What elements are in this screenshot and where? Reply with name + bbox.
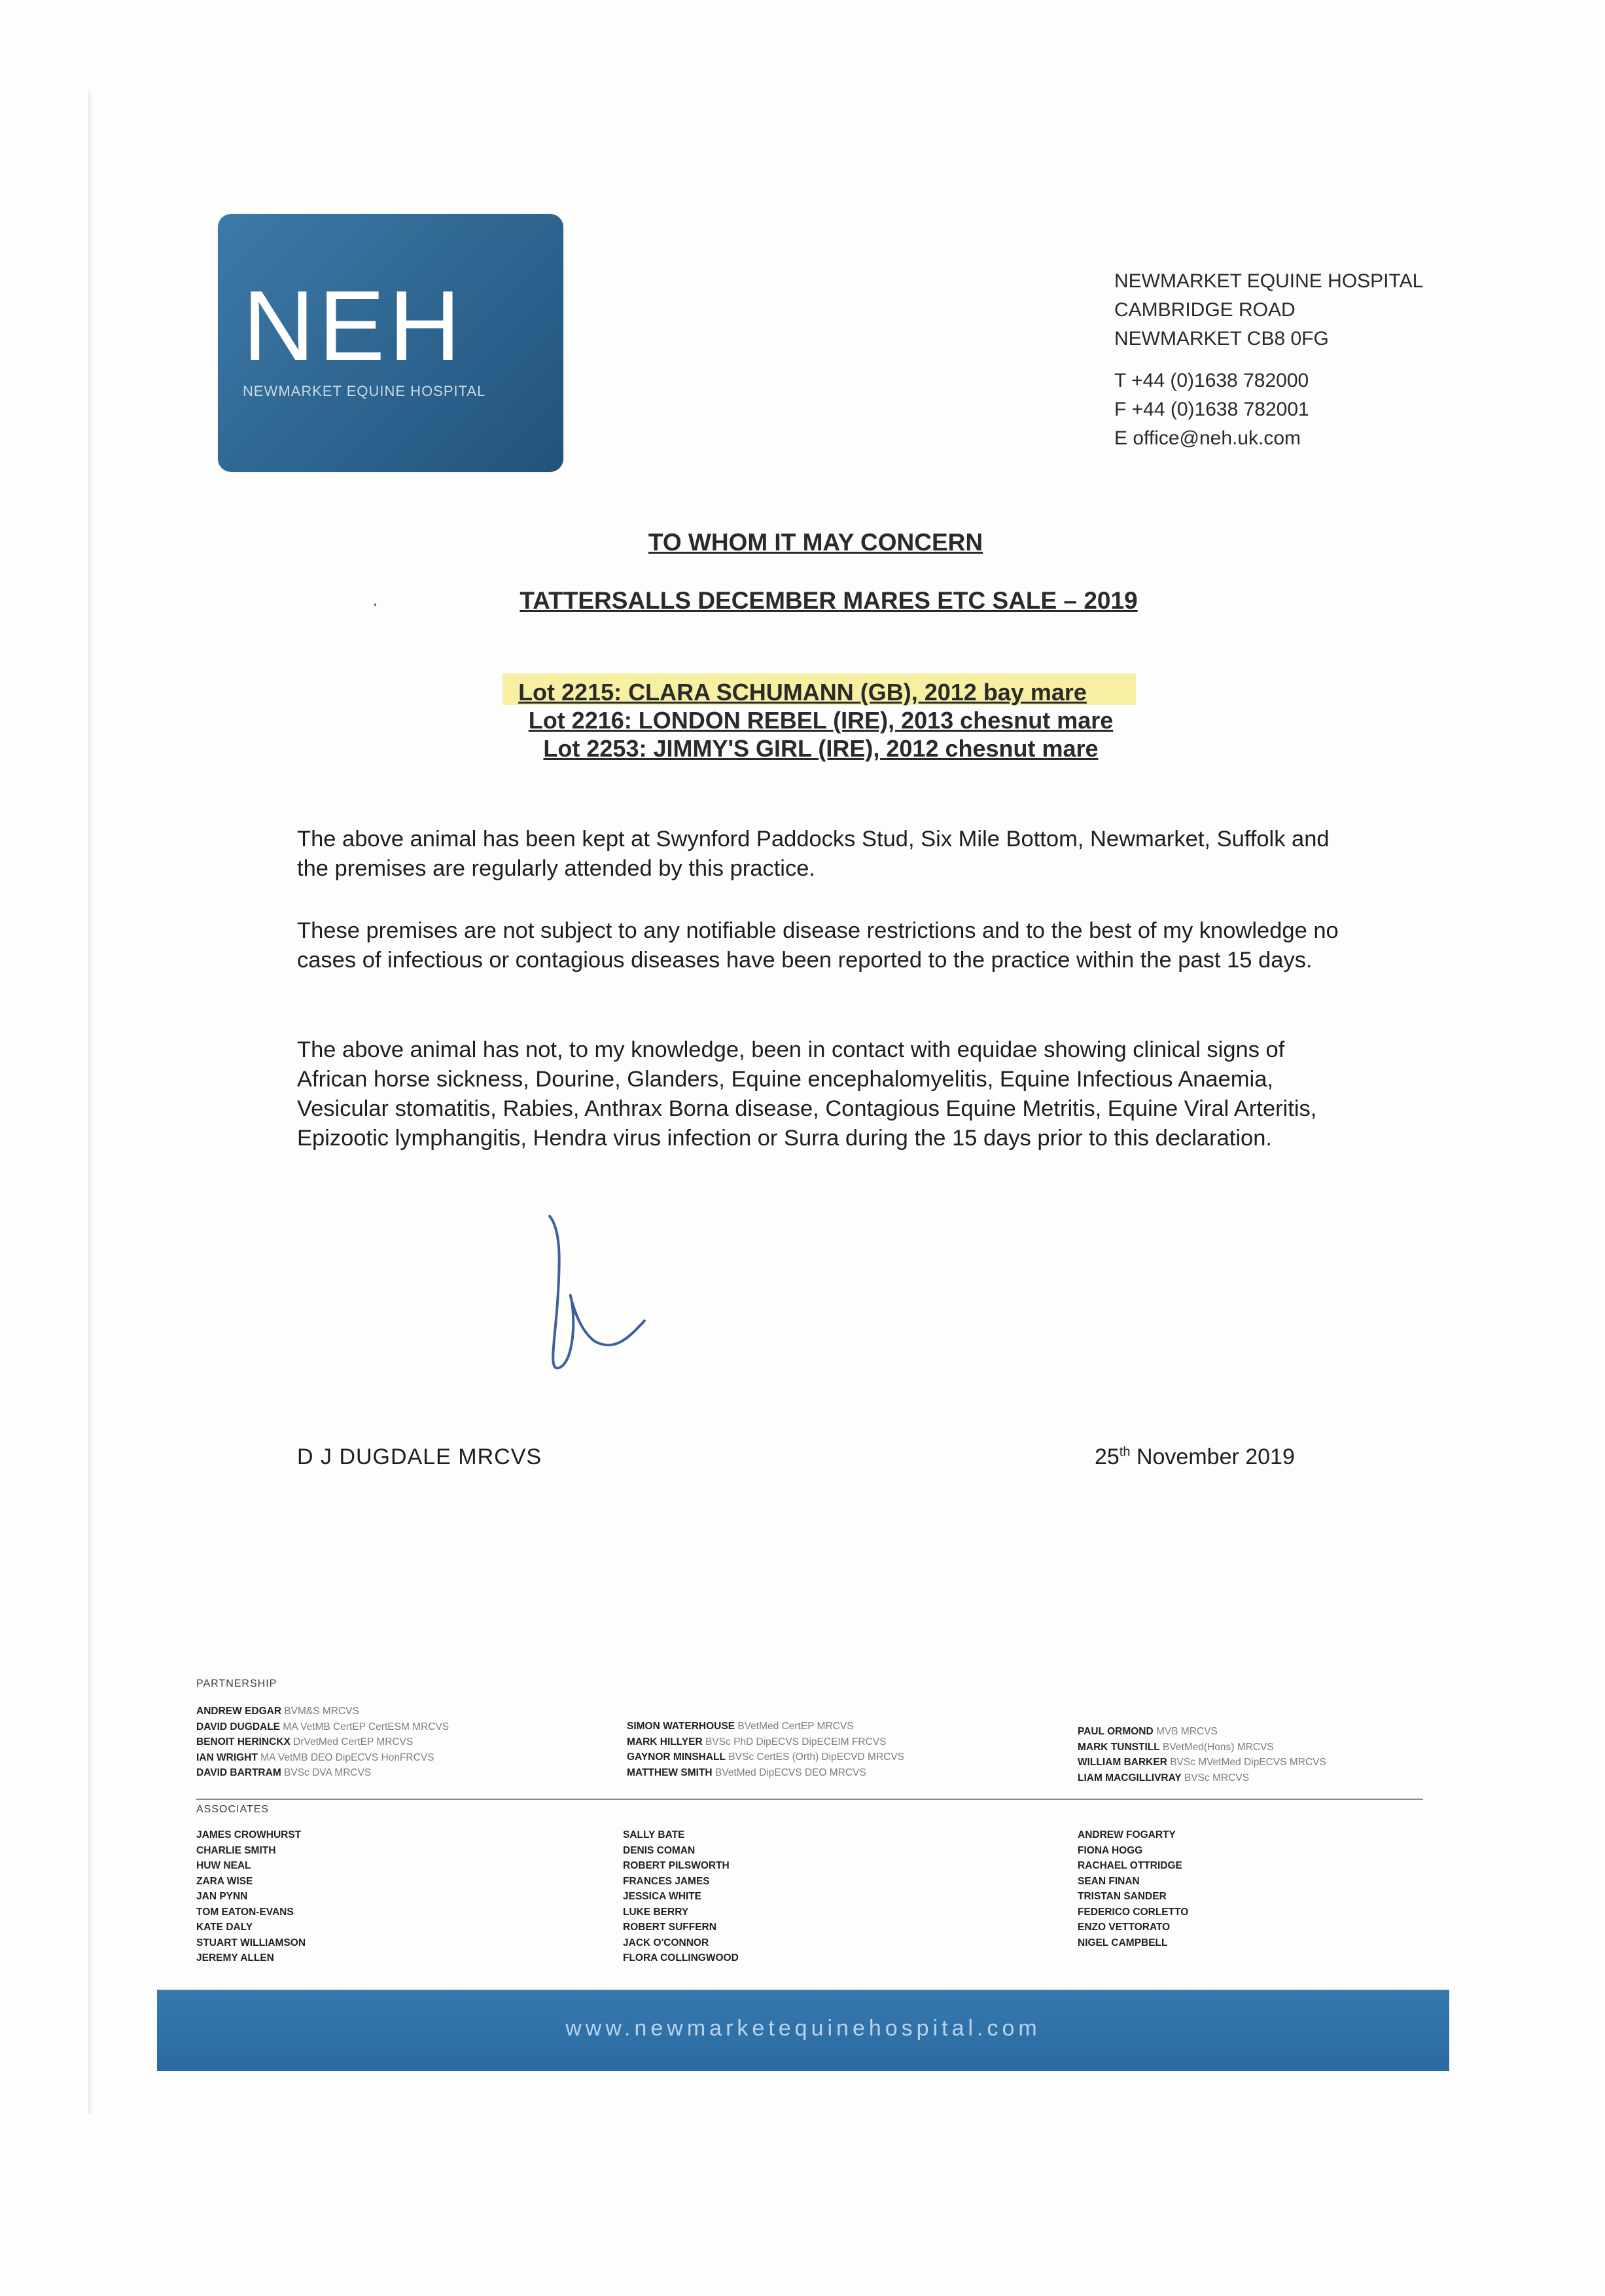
date-day: 25 (1095, 1444, 1120, 1469)
associate-name: JESSICA WHITE (623, 1891, 701, 1902)
partner-name: SIMON WATERHOUSE (627, 1721, 735, 1732)
section-divider (196, 1799, 1423, 1800)
associate-name: ANDREW FOGARTY (1078, 1829, 1176, 1840)
partner-entry (1078, 1740, 1326, 1755)
associate-name: LUKE BERRY (623, 1906, 689, 1918)
letter-date (1095, 1444, 1295, 1470)
partner-entry (196, 1750, 449, 1766)
associate-name: FRANCES JAMES (623, 1875, 710, 1887)
fax: F +44 (0)1638 782001 (1114, 399, 1309, 420)
partner-name: GAYNOR MINSHALL (627, 1751, 726, 1763)
associate-name: ZARA WISE (196, 1875, 253, 1887)
associate-name: NIGEL CAMPBELL (1078, 1937, 1168, 1948)
associate-entry (623, 1935, 739, 1951)
partner-qualifications: DrVetMed CertEP MRCVS (290, 1736, 414, 1748)
email: E office@neh.uk.com (1114, 427, 1301, 449)
associate-name: SEAN FINAN (1078, 1875, 1140, 1887)
associate-name: DENIS COMAN (623, 1844, 696, 1856)
address-line-3: NEWMARKET CB8 0FG (1114, 328, 1329, 350)
partner-name: DAVID DUGDALE (196, 1721, 281, 1732)
associate-entry (623, 1889, 739, 1905)
partnership-title: PARTNERSHIP (196, 1678, 277, 1689)
partner-name: PAUL ORMOND (1078, 1726, 1154, 1737)
associate-name: FEDERICO CORLETTO (1078, 1906, 1189, 1918)
partnership-column-3 (1078, 1724, 1326, 1785)
associate-name: TOM EATON-EVANS (196, 1906, 294, 1918)
associate-entry (1078, 1827, 1188, 1843)
associate-entry (623, 1827, 739, 1843)
associate-name: ROBERT SUFFERN (623, 1922, 716, 1933)
signatory-name: D J DUGDALE MRCVS (297, 1444, 542, 1469)
partner-name: MARK HILLYER (627, 1736, 703, 1748)
partner-qualifications: BVSc CertES (Orth) DipECVD MRCVS (726, 1751, 905, 1763)
associate-name: KATE DALY (196, 1922, 253, 1933)
partner-entry (196, 1719, 449, 1735)
associate-entry (623, 1920, 739, 1935)
partner-entry (1078, 1770, 1326, 1786)
partner-name: LIAM MACGILLIVRAY (1078, 1772, 1182, 1784)
partner-name: BENOIT HERINCKX (196, 1736, 291, 1748)
partner-name: IAN WRIGHT (196, 1751, 258, 1763)
associate-name: STUART WILLIAMSON (196, 1937, 306, 1948)
heading-to-whom: TO WHOM IT MAY CONCERN (648, 529, 983, 556)
partner-qualifications: MA VetMB CertEP CertESM MRCVS (280, 1721, 450, 1732)
associate-entry (196, 1920, 306, 1935)
partner-qualifications: BVSc MRCVS (1181, 1772, 1250, 1784)
date-suffix: th (1119, 1444, 1131, 1460)
partner-qualifications: BVSc MVetMed DipECVS MRCVS (1167, 1757, 1326, 1768)
associate-entry (196, 1858, 306, 1874)
associate-name: JACK O'CONNOR (623, 1937, 709, 1948)
partner-entry (1078, 1724, 1326, 1740)
associate-entry (1078, 1858, 1188, 1874)
partner-entry (627, 1719, 904, 1734)
associate-entry (196, 1827, 306, 1843)
associate-name: ENZO VETTORATO (1078, 1922, 1171, 1933)
phone: T +44 (0)1638 782000 (1114, 370, 1309, 391)
logo-letters: NEH (243, 270, 465, 382)
partner-entry (196, 1734, 449, 1750)
associate-name: CHARLIE SMITH (196, 1844, 276, 1856)
address-line-1: NEWMARKET EQUINE HOSPITAL (1114, 270, 1424, 292)
paragraph-contact: The above animal has not, to my knowledge, been in contact with equidae showing clinical signs of African horse sickness, Dourine, Glanders, Equine encephalomyelitis, Equine Infectious Anaemia, Vesicular stomatitis, Rabies, Anthrax Borna disease, Contagious Equine Metritis, Equine Viral Arteritis, Epizootic lymphangitis, Hendra virus infection or Surra during the 15 days prior to this declaration. (297, 1037, 1317, 1151)
partner-qualifications: MVB MRCVS (1153, 1726, 1218, 1737)
associate-entry (623, 1843, 739, 1859)
signature (530, 1211, 674, 1381)
partner-name: ANDREW EDGAR (196, 1706, 282, 1717)
lot-line-2: Lot 2216: LONDON REBEL (IRE), 2013 chesnut mare (528, 707, 1114, 734)
partner-entry (627, 1734, 904, 1750)
partnership-column-2 (627, 1719, 904, 1780)
logo-subtitle: NEWMARKET EQUINE HOSPITAL (243, 383, 486, 399)
associate-name: JAMES CROWHURST (196, 1829, 302, 1840)
associate-entry (196, 1874, 306, 1890)
date-rest: November 2019 (1130, 1444, 1295, 1469)
associate-entry (196, 1843, 306, 1859)
associate-name: ROBERT PILSWORTH (623, 1860, 730, 1871)
lot-line-3: Lot 2253: JIMMY'S GIRL (IRE), 2012 chesnut mare (543, 735, 1099, 762)
associate-name: SALLY BATE (623, 1829, 685, 1840)
page-edge-shadow (88, 92, 92, 2114)
associates-column-1 (196, 1827, 306, 1966)
neh-logo (218, 214, 563, 472)
associate-entry (623, 1950, 739, 1966)
associate-entry (1078, 1905, 1188, 1920)
partner-qualifications: BVSc PhD DipECVS DipECEIM FRCVS (702, 1736, 887, 1748)
associate-entry (1078, 1935, 1188, 1951)
partner-qualifications: BVSc DVA MRCVS (281, 1767, 372, 1778)
partner-entry (196, 1765, 449, 1781)
associates-column-3 (1078, 1827, 1188, 1950)
partner-qualifications: BVetMed DipECVS DEO MRCVS (712, 1767, 866, 1778)
address-line-2: CAMBRIDGE ROAD (1114, 299, 1296, 321)
associate-name: JEREMY ALLEN (196, 1952, 274, 1964)
partner-qualifications: BVetMed CertEP MRCVS (735, 1721, 854, 1732)
associates-title: ASSOCIATES (196, 1804, 270, 1815)
partner-name: MARK TUNSTILL (1078, 1741, 1160, 1753)
address-block (1114, 267, 1423, 453)
partner-qualifications: MA VetMB DEO DipECVS HonFRCVS (257, 1751, 434, 1763)
partner-name: MATTHEW SMITH (627, 1767, 713, 1778)
associate-entry (196, 1905, 306, 1920)
heading-sale: TATTERSALLS DECEMBER MARES ETC SALE – 2019 (520, 587, 1138, 614)
footer-website[interactable]: www.newmarketequinehospital.com (565, 2016, 1041, 2041)
associate-entry (623, 1858, 739, 1874)
footer-bar (157, 1990, 1449, 2071)
associate-entry (1078, 1874, 1188, 1890)
partnership-column-1 (196, 1704, 449, 1781)
associate-entry (623, 1905, 739, 1920)
partner-qualifications: BVM&S MRCVS (281, 1706, 359, 1717)
associate-entry (1078, 1889, 1188, 1905)
associate-entry (196, 1935, 306, 1951)
associate-name: HUW NEAL (196, 1860, 251, 1871)
associates-column-2 (623, 1827, 739, 1966)
associate-name: JAN PYNN (196, 1891, 248, 1902)
partner-name: WILLIAM BARKER (1078, 1757, 1167, 1768)
partner-entry (1078, 1755, 1326, 1770)
partner-entry (627, 1765, 904, 1781)
associate-entry (623, 1874, 739, 1890)
associate-entry (196, 1889, 306, 1905)
associate-name: RACHAEL OTTRIDGE (1078, 1860, 1182, 1871)
partner-entry (627, 1749, 904, 1765)
lot-line-1: Lot 2215: CLARA SCHUMANN (GB), 2012 bay mare (518, 679, 1087, 706)
partner-qualifications: BVetMed(Hons) MRCVS (1159, 1741, 1274, 1753)
associate-entry (1078, 1843, 1188, 1859)
partner-entry (196, 1704, 449, 1719)
paragraph-premises: The above animal has been kept at Swynford Paddocks Stud, Six Mile Bottom, Newmarket, Suffolk and the premises are regularly attended by this practice. (297, 827, 1330, 881)
associate-name: FLORA COLLINGWOOD (623, 1952, 739, 1964)
paragraph-restrictions: These premises are not subject to any notifiable disease restrictions and to the best of my knowledge no cases of infectious or contagious diseases have been reported to the practice within the past 15 days. (297, 918, 1339, 973)
associate-entry (1078, 1920, 1188, 1935)
associate-name: TRISTAN SANDER (1078, 1891, 1167, 1902)
partner-name: DAVID BARTRAM (196, 1767, 281, 1778)
associate-name: FIONA HOGG (1078, 1844, 1143, 1856)
associate-entry (196, 1950, 306, 1966)
